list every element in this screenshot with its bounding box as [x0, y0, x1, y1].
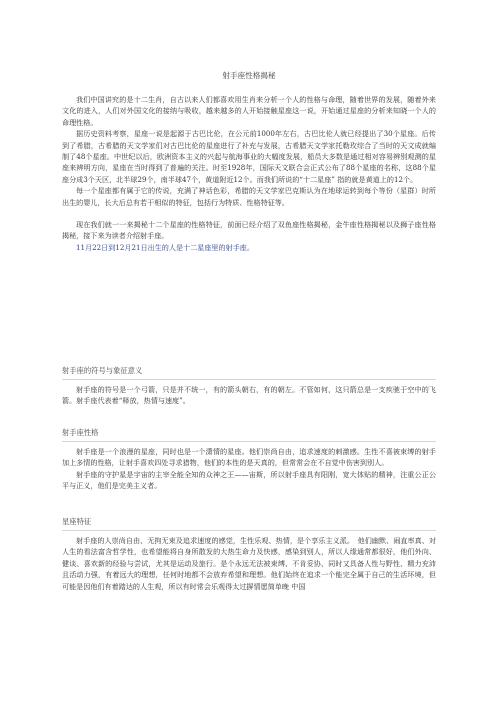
section-traits — [62, 517, 436, 592]
section-heading-symbol: 射手座的符号与象征意义 — [62, 366, 436, 380]
intro-paragraph-2: 据历史资料考察，星座一说是起源于古巴比伦，在公元前1000年左右，古巴比伦人就已经提出了30个星座。后传到了希腊，古希腊的天文学家们对古巴比伦的星座进行了补充与发展，古希腊天文学家托勒玫综合了当时的天文成就编制了48个星座。中世纪以后，欧洲资本主义的兴起与航海事业的大幅度发展，船员大多数是通过相对容易辨别观测的星座来辨明方向，星座在当时得到了普遍的关注。时至1928年，国际天文联合会正式公布了88个星座的名称，这88个星座分成3个天区，北半球29个，南半球47个，黄道附近12个。而我们所说的“十二星座” 指的就是黄道上的12个。 — [62, 129, 436, 184]
personality-paragraph-2: 射手座的守护星是宇宙的主宰全能全知的众神之王——宙斯，所以射手座具有阳刚，宽大体贴的精神，注重公正公平与正义，他们是完美主义者。 — [62, 469, 436, 491]
symbol-paragraph: 射手座的符号是一个弓箭，只是并不统一，有的箭头朝右，有的朝左。不管如何，这只箭总是一支疾驰于空中的飞箭。射手座代表着“释放，热情与速度”。 — [62, 385, 436, 406]
section-symbol — [62, 366, 436, 407]
intro-block — [62, 94, 436, 253]
document-title: 射手座性格揭秘 — [222, 71, 276, 80]
section-personality — [62, 428, 436, 492]
intro-paragraph-3: 每一个星座都有属于它的传说，充满了神话色彩，希腊的天文学家巴克斯认为在地球运转到每个等份（星群）时所出生的婴儿，长大后总有若干相似的特征，包括行为特质、性格特征等。 — [62, 186, 436, 207]
intro-paragraph-1: 我们中国讲究的是十二生肖，自古以来人们都喜欢用生肖来分析一个人的性格与命理，随着世界的发展，随着外来文化的进入，人们对外国文化的接纳与吸收，越来越多的人开始接触星座这一说，开始通过星座的分析来知晓一个人的命理性格。 — [62, 95, 436, 127]
paragraph-gap — [62, 208, 436, 219]
personality-paragraph-1: 射手座是一个浪漫的星座，同时也是一个潇情的星座。他们崇尚自由，追求速度的刺激感。生性不喜被束缚的射手加上多情的性格，让射手喜欢四处寻求猎物，他们的本性的是天真的，但常常会在不自觉中伤害到别人。 — [62, 447, 436, 468]
bridge-paragraph-1: 现在我们就一一来揭秘十二个星座的性格特征，前面已经介绍了双鱼座性格揭秘，金牛座性格揭秘以及狮子座性格揭秘，接下来为读者介绍射手座。 — [62, 220, 436, 241]
birth-date-line: 11月22日到12月21日出生的人是十二星座里的射手座。 — [76, 242, 254, 252]
traits-paragraph: 射手座的人崇尚自由、无拘无束及追求速度的感觉，生性乐观、热情，是个享乐主义派。 他们幽默、闹直率真、对人生的看法富含哲学性，也希望能将自身所散发的大热生命力及快感，感染到别人，所以人缘通常都很好，他们外向、健谈、喜欢新的经验与尝试，尤其是运动及旅行。是个永远无法被束缚、不肯妥协、同时又具备人性与野性、精力充沛且活动力强，有着远大的理想，任何时地都不会放弃希望和理想。他们始终在追求一个能完全属于自己的生活环境，但可能是因他们有着踏达的人生观，所以有时常会乐观得太过摒情愿简单晚 中国 — [62, 536, 436, 591]
section-heading-personality: 射手座性格 — [62, 428, 436, 442]
section-heading-traits: 星座特征 — [62, 517, 436, 531]
